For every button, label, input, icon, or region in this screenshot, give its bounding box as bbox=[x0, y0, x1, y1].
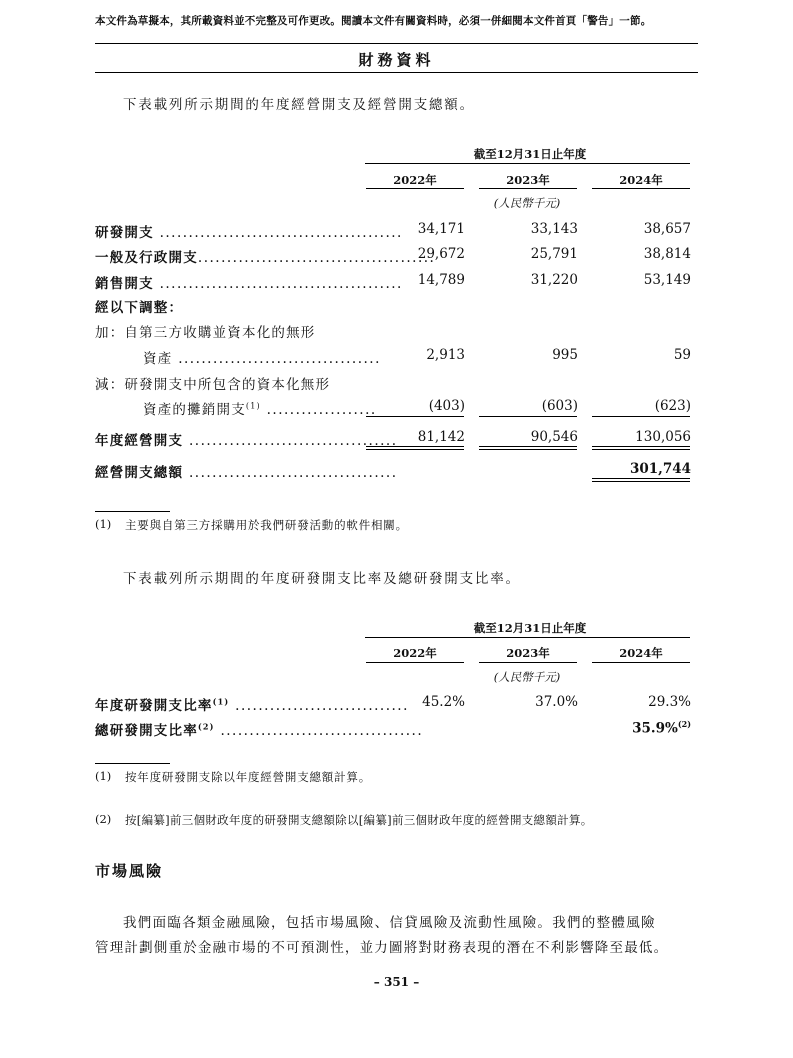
market-risk-paragraph-line1: 我們面臨各類金融風險，包括市場風險、信貸風險及流動性風險。我們的整體風險 bbox=[123, 915, 656, 931]
table-cell: (403) bbox=[428, 398, 465, 414]
section-title: 財務資料 bbox=[358, 51, 435, 69]
market-risk-heading: 市場風險 bbox=[95, 862, 164, 880]
total-double-rule bbox=[479, 446, 577, 447]
table-cell: 59 bbox=[673, 347, 691, 363]
total-double-rule bbox=[592, 478, 690, 479]
page-number: – 351 – bbox=[373, 975, 420, 989]
table-cell: 53,149 bbox=[643, 272, 691, 288]
footnote-mark: (1) bbox=[95, 769, 112, 783]
table-cell: 37.0% bbox=[535, 694, 578, 710]
footnote-rule bbox=[95, 763, 170, 764]
table1-year-2023: 2023年 bbox=[506, 173, 550, 187]
table-row-label: 資產的攤銷開支$^{(1)}$ ................... bbox=[143, 401, 377, 418]
table-cell: 45.2% bbox=[422, 694, 465, 710]
table-cell: 2,913 bbox=[426, 347, 465, 363]
table2-year-rule bbox=[479, 662, 577, 663]
table1-year-rule bbox=[479, 188, 577, 189]
table-row-label: 減：研發開支中所包含的資本化無形 bbox=[95, 377, 331, 393]
table-row-label: 經以下調整： bbox=[95, 300, 184, 316]
table-cell: (623) bbox=[654, 398, 691, 414]
table-cell: 301,744 bbox=[629, 461, 691, 477]
footnote-text: 按年度研發開支除以年度經營開支總額計算。 bbox=[125, 770, 371, 784]
table-cell: 130,056 bbox=[635, 429, 691, 445]
footnote-text: 按[編纂]前三個財政年度的研發開支總額除以[編纂]前三個財政年度的經營開支總額計算。 bbox=[125, 813, 593, 827]
subtotal-rule bbox=[592, 416, 690, 417]
footnote-mark: (2) bbox=[95, 812, 112, 826]
table-row-label: 經營開支總額 .................................... bbox=[95, 465, 398, 481]
total-double-rule bbox=[592, 481, 690, 482]
table2-period-rule bbox=[365, 637, 690, 638]
table-row-label: 加：自第三方收購並資本化的無形 bbox=[95, 325, 316, 341]
table-cell: (603) bbox=[541, 398, 578, 414]
table-cell: 38,657 bbox=[643, 221, 691, 237]
table-cell: 38,814 bbox=[643, 246, 691, 262]
total-double-rule bbox=[592, 449, 690, 450]
draft-warning: 本文件為草擬本，其所載資料並不完整及可作更改。閱讀本文件有關資料時，必須一併細閱本文件首頁「警告」一節。 bbox=[95, 15, 652, 27]
table-cell: 35.9%$^{(2)}$ bbox=[632, 719, 691, 737]
footnote-rule bbox=[95, 511, 170, 512]
table-cell: 81,142 bbox=[417, 429, 465, 445]
total-double-rule bbox=[366, 449, 464, 450]
table-cell: 995 bbox=[552, 347, 578, 363]
intro-paragraph-1: 下表載列所示期間的年度經營開支及經營開支總額。 bbox=[123, 97, 475, 113]
table-row-label: 年度研發開支比率$^{(1)}$ .............................. bbox=[95, 696, 409, 714]
table1-year-rule bbox=[366, 188, 464, 189]
table1-unit: (人民幣千元) bbox=[493, 196, 561, 210]
table-cell: 29.3% bbox=[648, 694, 691, 710]
table2-year-rule bbox=[592, 662, 690, 663]
footnote-mark: (1) bbox=[95, 517, 112, 531]
table2-unit: (人民幣千元) bbox=[493, 670, 561, 684]
footnote-text: 主要與自第三方採購用於我們研發活動的軟件相關。 bbox=[125, 518, 408, 532]
title-rule bbox=[95, 72, 698, 73]
subtotal-rule bbox=[366, 416, 464, 417]
table-cell: 25,791 bbox=[530, 246, 578, 262]
table-cell: 29,672 bbox=[417, 246, 465, 262]
header-rule bbox=[95, 43, 698, 44]
table-row-label: 銷售開支 .......................................... bbox=[95, 276, 403, 292]
table1-period-header: 截至12月31日止年度 bbox=[473, 147, 587, 161]
table-cell: 31,220 bbox=[530, 272, 578, 288]
table-row-label: 年度經營開支 .................................... bbox=[95, 433, 398, 449]
table2-year-rule bbox=[366, 662, 464, 663]
table2-period-header: 截至12月31日止年度 bbox=[473, 621, 587, 635]
table2-year-2022: 2022年 bbox=[393, 646, 437, 660]
table1-year-2024: 2024年 bbox=[619, 173, 663, 187]
table-row-label: 資產 ................................... bbox=[143, 351, 381, 367]
table-cell: 33,143 bbox=[530, 221, 578, 237]
table1-year-rule bbox=[592, 188, 690, 189]
total-double-rule bbox=[592, 446, 690, 447]
total-double-rule bbox=[479, 449, 577, 450]
table-cell: 34,171 bbox=[417, 221, 465, 237]
total-double-rule bbox=[366, 446, 464, 447]
table-row-label: 總研發開支比率$^{(2)}$ ................................... bbox=[95, 721, 424, 739]
table2-year-2023: 2023年 bbox=[506, 646, 550, 660]
table-cell: 14,789 bbox=[417, 272, 465, 288]
table1-period-rule bbox=[365, 163, 690, 164]
table-row-label: 一般及行政開支......................................... bbox=[95, 250, 436, 266]
table-row-label: 研發開支 .......................................... bbox=[95, 225, 403, 241]
subtotal-rule bbox=[479, 416, 577, 417]
table-cell: 90,546 bbox=[530, 429, 578, 445]
table1-year-2022: 2022年 bbox=[393, 173, 437, 187]
intro-paragraph-2: 下表載列所示期間的年度研發開支比率及總研發開支比率。 bbox=[123, 571, 521, 587]
table2-year-2024: 2024年 bbox=[619, 646, 663, 660]
market-risk-paragraph-line2: 管理計劃側重於金融市場的不可預測性，並力圖將對財務表現的潛在不利影響降至最低。 bbox=[95, 940, 669, 956]
